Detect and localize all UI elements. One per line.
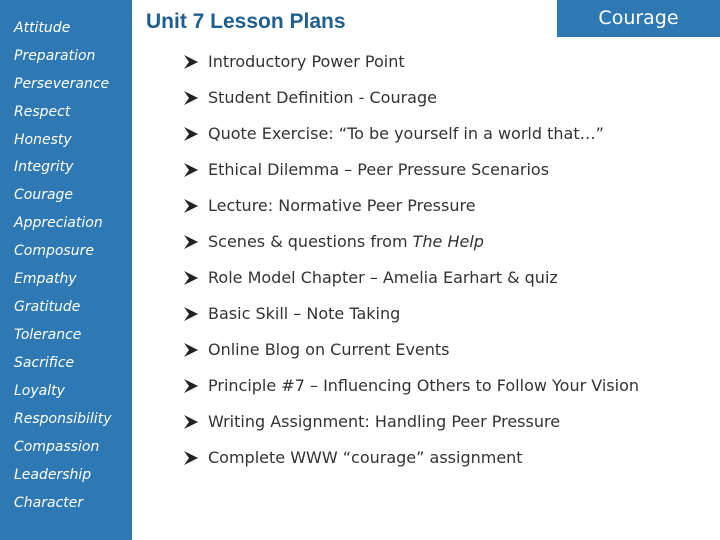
lesson-item-label: Student Definition - Courage xyxy=(208,88,437,107)
lesson-item-scenes-the-help xyxy=(183,230,484,254)
lesson-item-label: Complete WWW “courage” assignment xyxy=(208,448,523,467)
sidebar-item-appreciation[interactable]: Appreciation xyxy=(14,215,103,231)
lesson-item-label: Quote Exercise: “To be yourself in a world that…” xyxy=(208,124,604,143)
lesson-item-text: Scenes & questions from xyxy=(208,232,413,251)
arrow-bullet-icon xyxy=(183,306,199,322)
sidebar-item-compassion[interactable]: Compassion xyxy=(14,439,100,455)
lesson-item-student-definition xyxy=(183,86,437,110)
lesson-item-label: Online Blog on Current Events xyxy=(208,340,450,359)
lesson-item-principle-7 xyxy=(183,374,639,398)
sidebar-item-loyalty[interactable]: Loyalty xyxy=(14,383,65,399)
arrow-bullet-icon xyxy=(183,342,199,358)
sidebar-item-composure[interactable]: Composure xyxy=(14,243,94,259)
arrow-bullet-icon xyxy=(183,198,199,214)
sidebar-item-empathy[interactable]: Empathy xyxy=(14,271,77,287)
lesson-item-www-assignment xyxy=(183,446,523,470)
arrow-bullet-icon xyxy=(183,126,199,142)
lesson-item-introductory-powerpoint xyxy=(183,50,405,74)
sidebar-item-preparation[interactable]: Preparation xyxy=(14,48,96,64)
lesson-item-ethical-dilemma xyxy=(183,158,549,182)
lesson-item-writing-assignment xyxy=(183,410,560,434)
sidebar-item-courage[interactable]: Courage xyxy=(14,187,74,203)
sidebar-item-perseverance[interactable]: Perseverance xyxy=(14,76,110,92)
arrow-bullet-icon xyxy=(183,162,199,178)
arrow-bullet-icon xyxy=(183,90,199,106)
sidebar-item-respect[interactable]: Respect xyxy=(14,104,71,120)
arrow-bullet-icon xyxy=(183,54,199,70)
sidebar-item-sacrifice[interactable]: Sacrifice xyxy=(14,355,75,371)
lesson-item-online-blog xyxy=(183,338,450,362)
sidebar-item-honesty[interactable]: Honesty xyxy=(14,132,72,148)
lesson-item-label: Ethical Dilemma – Peer Pressure Scenarios xyxy=(208,160,550,179)
sidebar xyxy=(0,0,132,540)
lesson-item-label: Role Model Chapter – Amelia Earhart & quiz xyxy=(208,268,558,287)
arrow-bullet-icon xyxy=(183,270,199,286)
lesson-item-lecture xyxy=(183,194,476,218)
arrow-bullet-icon xyxy=(183,414,199,430)
book-title: The Help xyxy=(412,232,484,251)
sidebar-item-attitude[interactable]: Attitude xyxy=(14,20,71,36)
lesson-item-label: Introductory Power Point xyxy=(208,52,405,71)
lesson-item-label: Lecture: Normative Peer Pressure xyxy=(208,196,476,215)
arrow-bullet-icon xyxy=(183,450,199,466)
sidebar-item-tolerance[interactable]: Tolerance xyxy=(14,327,82,343)
unit-badge: Courage xyxy=(557,0,720,37)
lesson-item-basic-skill xyxy=(183,302,400,326)
lesson-item-label xyxy=(208,230,484,254)
arrow-bullet-icon xyxy=(183,378,199,394)
sidebar-item-character[interactable]: Character xyxy=(14,495,84,511)
sidebar-item-integrity[interactable]: Integrity xyxy=(14,159,74,175)
sidebar-item-gratitude[interactable]: Gratitude xyxy=(14,299,81,315)
sidebar-item-leadership[interactable]: Leadership xyxy=(14,467,92,483)
lesson-item-label: Principle #7 – Influencing Others to Follow Your Vision xyxy=(208,376,640,395)
page-title: Unit 7 Lesson Plans xyxy=(146,10,346,33)
lesson-item-quote-exercise xyxy=(183,122,604,146)
sidebar-item-responsibility[interactable]: Responsibility xyxy=(14,411,112,427)
lesson-item-label: Writing Assignment: Handling Peer Pressure xyxy=(208,412,561,431)
lesson-item-label: Basic Skill – Note Taking xyxy=(208,304,401,323)
arrow-bullet-icon xyxy=(183,234,199,250)
lesson-item-role-model xyxy=(183,266,558,290)
